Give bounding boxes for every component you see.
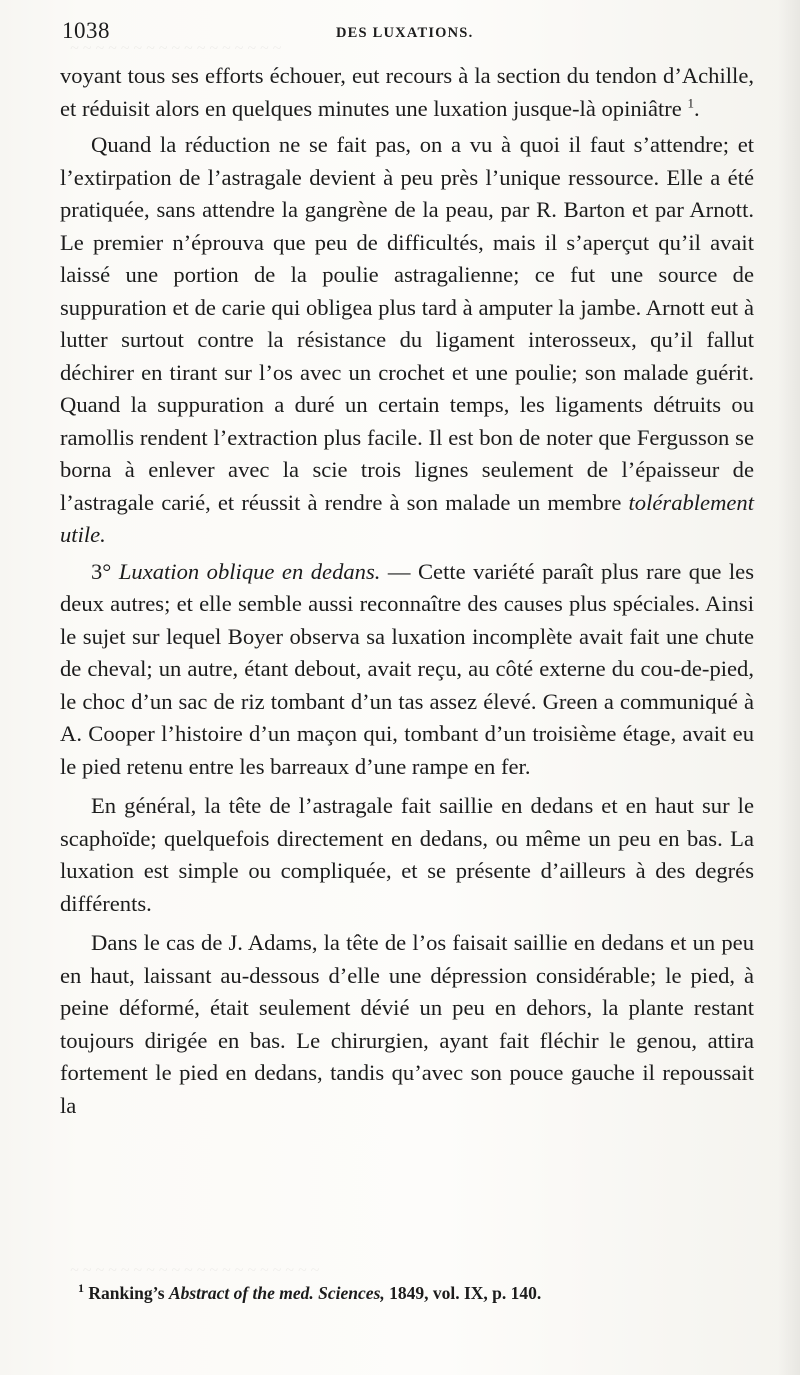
footnote [78, 1283, 738, 1304]
section-title: Luxation oblique en dedans. [118, 558, 381, 584]
paragraph-text: En général, la tête de l’astragale fait saillie en dedans et en haut sur le scaphoïde; quelquefois directement en dedans, ou même un peu en bas. La luxation est simple ou compliquée, et se présente d’ailleurs à des degrés différents. [60, 793, 754, 916]
page-number: 1038 [62, 18, 110, 43]
footnote-title: Abstract of the med. Sciences, [168, 1283, 385, 1303]
bleed-through-text: ~ ~ ~ ~ ~ ~ ~ ~ ~ ~ ~ ~ ~ ~ ~ ~ ~ [70, 40, 282, 57]
running-head: DES LUXATIONS. [336, 25, 474, 41]
paragraph-3 [60, 556, 754, 784]
paragraph-text: Quand la réduction ne se fait pas, on a vu à quoi il faut s’attendre; et l’extirpation de l’astragale devient à peu près l’unique ressource. Elle a été pratiquée, sans attendre la gangrène de la peau, par R. Barton et par Arnott. Le premier n’éprouva que peu de difficultés, mais il s’aperçut qu’il avait laissé une portion de la poulie astragalienne; ce fut une source de suppuration et de carie qui obligea plus tard à amputer la jambe. Arnott eut à lutter surtout contre la résistance du ligament interosseux, qu’il fallut déchirer en tirant sur l’os avec un crochet et une poulie; son malade guérit. Quand la suppuration a duré un certain temps, les ligaments détruits ou ramollis rendent l’extraction plus facile. Il est bon de noter que Fergusson se borna à enlever avec la scie trois lignes seulement de l’épaisseur de l’astragale carié, et réussit à rendre à son malade un membre [60, 132, 754, 515]
page-header [62, 18, 752, 48]
footnote-details: 1849, vol. IX, p. 140. [389, 1283, 542, 1303]
paragraph-2 [60, 129, 754, 552]
paragraph-5 [60, 927, 754, 1122]
bleed-through-text: ~ ~ ~ ~ ~ ~ ~ ~ ~ ~ ~ ~ ~ ~ ~ ~ ~ ~ ~ ~ [70, 1262, 320, 1279]
paragraph-text: voyant tous ses efforts échouer, eut recours à la section du tendon d’Achille, et réduisit alors en quelques minutes une luxation jusque-là opiniâtre [60, 63, 754, 121]
paragraph-end: . [100, 522, 106, 547]
paragraph-4 [60, 790, 754, 920]
footnote-reference: 1 [687, 94, 694, 110]
paragraph-text: Dans le cas de J. Adams, la tête de l’os faisait saillie en dedans et un peu en haut, laissant au-dessous d’elle une dépression considérable; le pied, à peine déformé, était seulement dévié un peu en dehors, la plante restant toujours dirigée en bas. Le chirurgien, ayant fait fléchir le genou, attira fortement le pied en dedans, tandis qu’avec son pouce gauche il repoussait la [60, 930, 754, 1118]
body-text [60, 60, 754, 1122]
paragraph-text: — Cette variété paraît plus rare que les deux autres; et elle semble aussi reconnaître des causes plus spéciales. Ainsi le sujet sur lequel Boyer observa sa luxation incomplète avait fait une chute de cheval; un autre, étant debout, avait reçu, au côté externe du cou-de-pied, le choc d’un sac de riz tombant d’un tas assez élevé. Green a communiqué à A. Cooper l’histoire d’un maçon qui, tombant d’un troisième étage, avait eu le pied retenu entre les barreaux d’une rampe en fer. [60, 558, 754, 779]
italic-phrase: tolérablement utile [60, 489, 755, 547]
paragraph-1 [60, 60, 754, 125]
footnote-marker: 1 [78, 1281, 84, 1296]
footnote-author: Ranking’s [88, 1283, 165, 1303]
section-number: 3° [91, 558, 112, 584]
paragraph-end: . [693, 95, 700, 121]
page-edge-shadow [778, 0, 800, 1375]
